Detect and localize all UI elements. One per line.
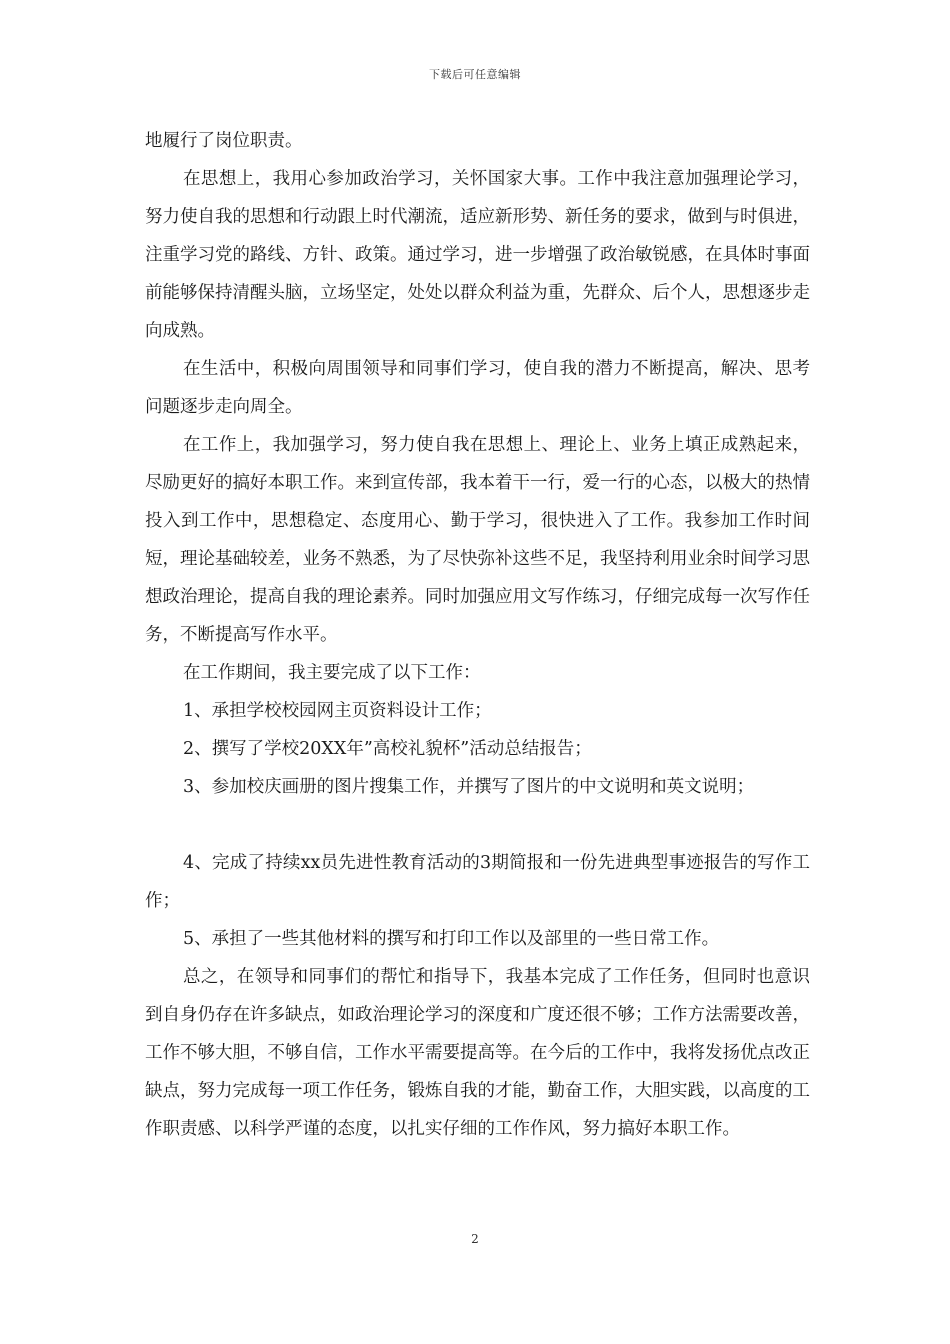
paragraph: 在生活中，积极向周围领导和同事们学习，使自我的潜力不断提高，解决、思考问题逐步走向周全。 — [145, 359, 810, 417]
list-item: 3、参加校庆画册的图片搜集工作，并撰写了图片的中文说明和英文说明； — [183, 777, 755, 797]
paragraph: 在工作上，我加强学习，努力使自我在思想上、理论上、业务上填正成熟起来，尽励更好的搞好本职工作。来到宣传部，我本着干一行，爱一行的心态，以极大的热情投入到工作中，思想稳定、态度用心、勤于学习，很快进入了工作。我参加工作时间短，理论基础较差，业务不熟悉，为了尽快弥补这些不足，我坚持利用业余时间学习思想政治理论，提高自我的理论素养。同时加强应用文写作练习，仔细完成每一次写作任务，不断提高写作水平。 — [145, 435, 810, 645]
page-header: 下载后可任意编辑 — [429, 68, 521, 81]
list-item: 1、承担学校校园网主页资料设计工作； — [183, 701, 492, 721]
list-item: 4、完成了持续xx员先进性教育活动的3期简报和一份先进典型事迹报告的写作工作； — [145, 853, 810, 911]
page-number: 2 — [471, 1232, 479, 1246]
paragraph: 在思想上，我用心参加政治学习，关怀国家大事。工作中我注意加强理论学习，努力使自我的思想和行动跟上时代潮流，适应新形势、新任务的要求，做到与时俱进，注重学习党的路线、方针、政策。通过学习，进一步增强了政治敏锐感，在具体时事面前能够保持清醒头脑，立场坚定，处处以群众利益为重，先群众、后个人，思想逐步走向成熟。 — [145, 169, 810, 341]
paragraph: 在工作期间，我主要完成了以下工作： — [183, 663, 481, 683]
document-body — [145, 122, 810, 1148]
list-item: 5、承担了一些其他材料的撰写和打印工作以及部里的一些日常工作。 — [183, 929, 720, 949]
paragraph: 地履行了岗位职责。 — [145, 131, 303, 151]
list-item: 2、撰写了学校20XX年”高校礼貌杯”活动总结报告； — [183, 739, 592, 759]
blank-line — [145, 806, 810, 844]
paragraph: 总之，在领导和同事们的帮忙和指导下，我基本完成了工作任务，但同时也意识到自身仍存在许多缺点，如政治理论学习的深度和广度还很不够；工作方法需要改善，工作不够大胆，不够自信，工作水平需要提高等。在今后的工作中，我将发扬优点改正缺点，努力完成每一项工作任务，锻炼自我的才能，勤奋工作，大胆实践，以高度的工作职责感、以科学严谨的态度，以扎实仔细的工作作风，努力搞好本职工作。 — [145, 967, 810, 1139]
